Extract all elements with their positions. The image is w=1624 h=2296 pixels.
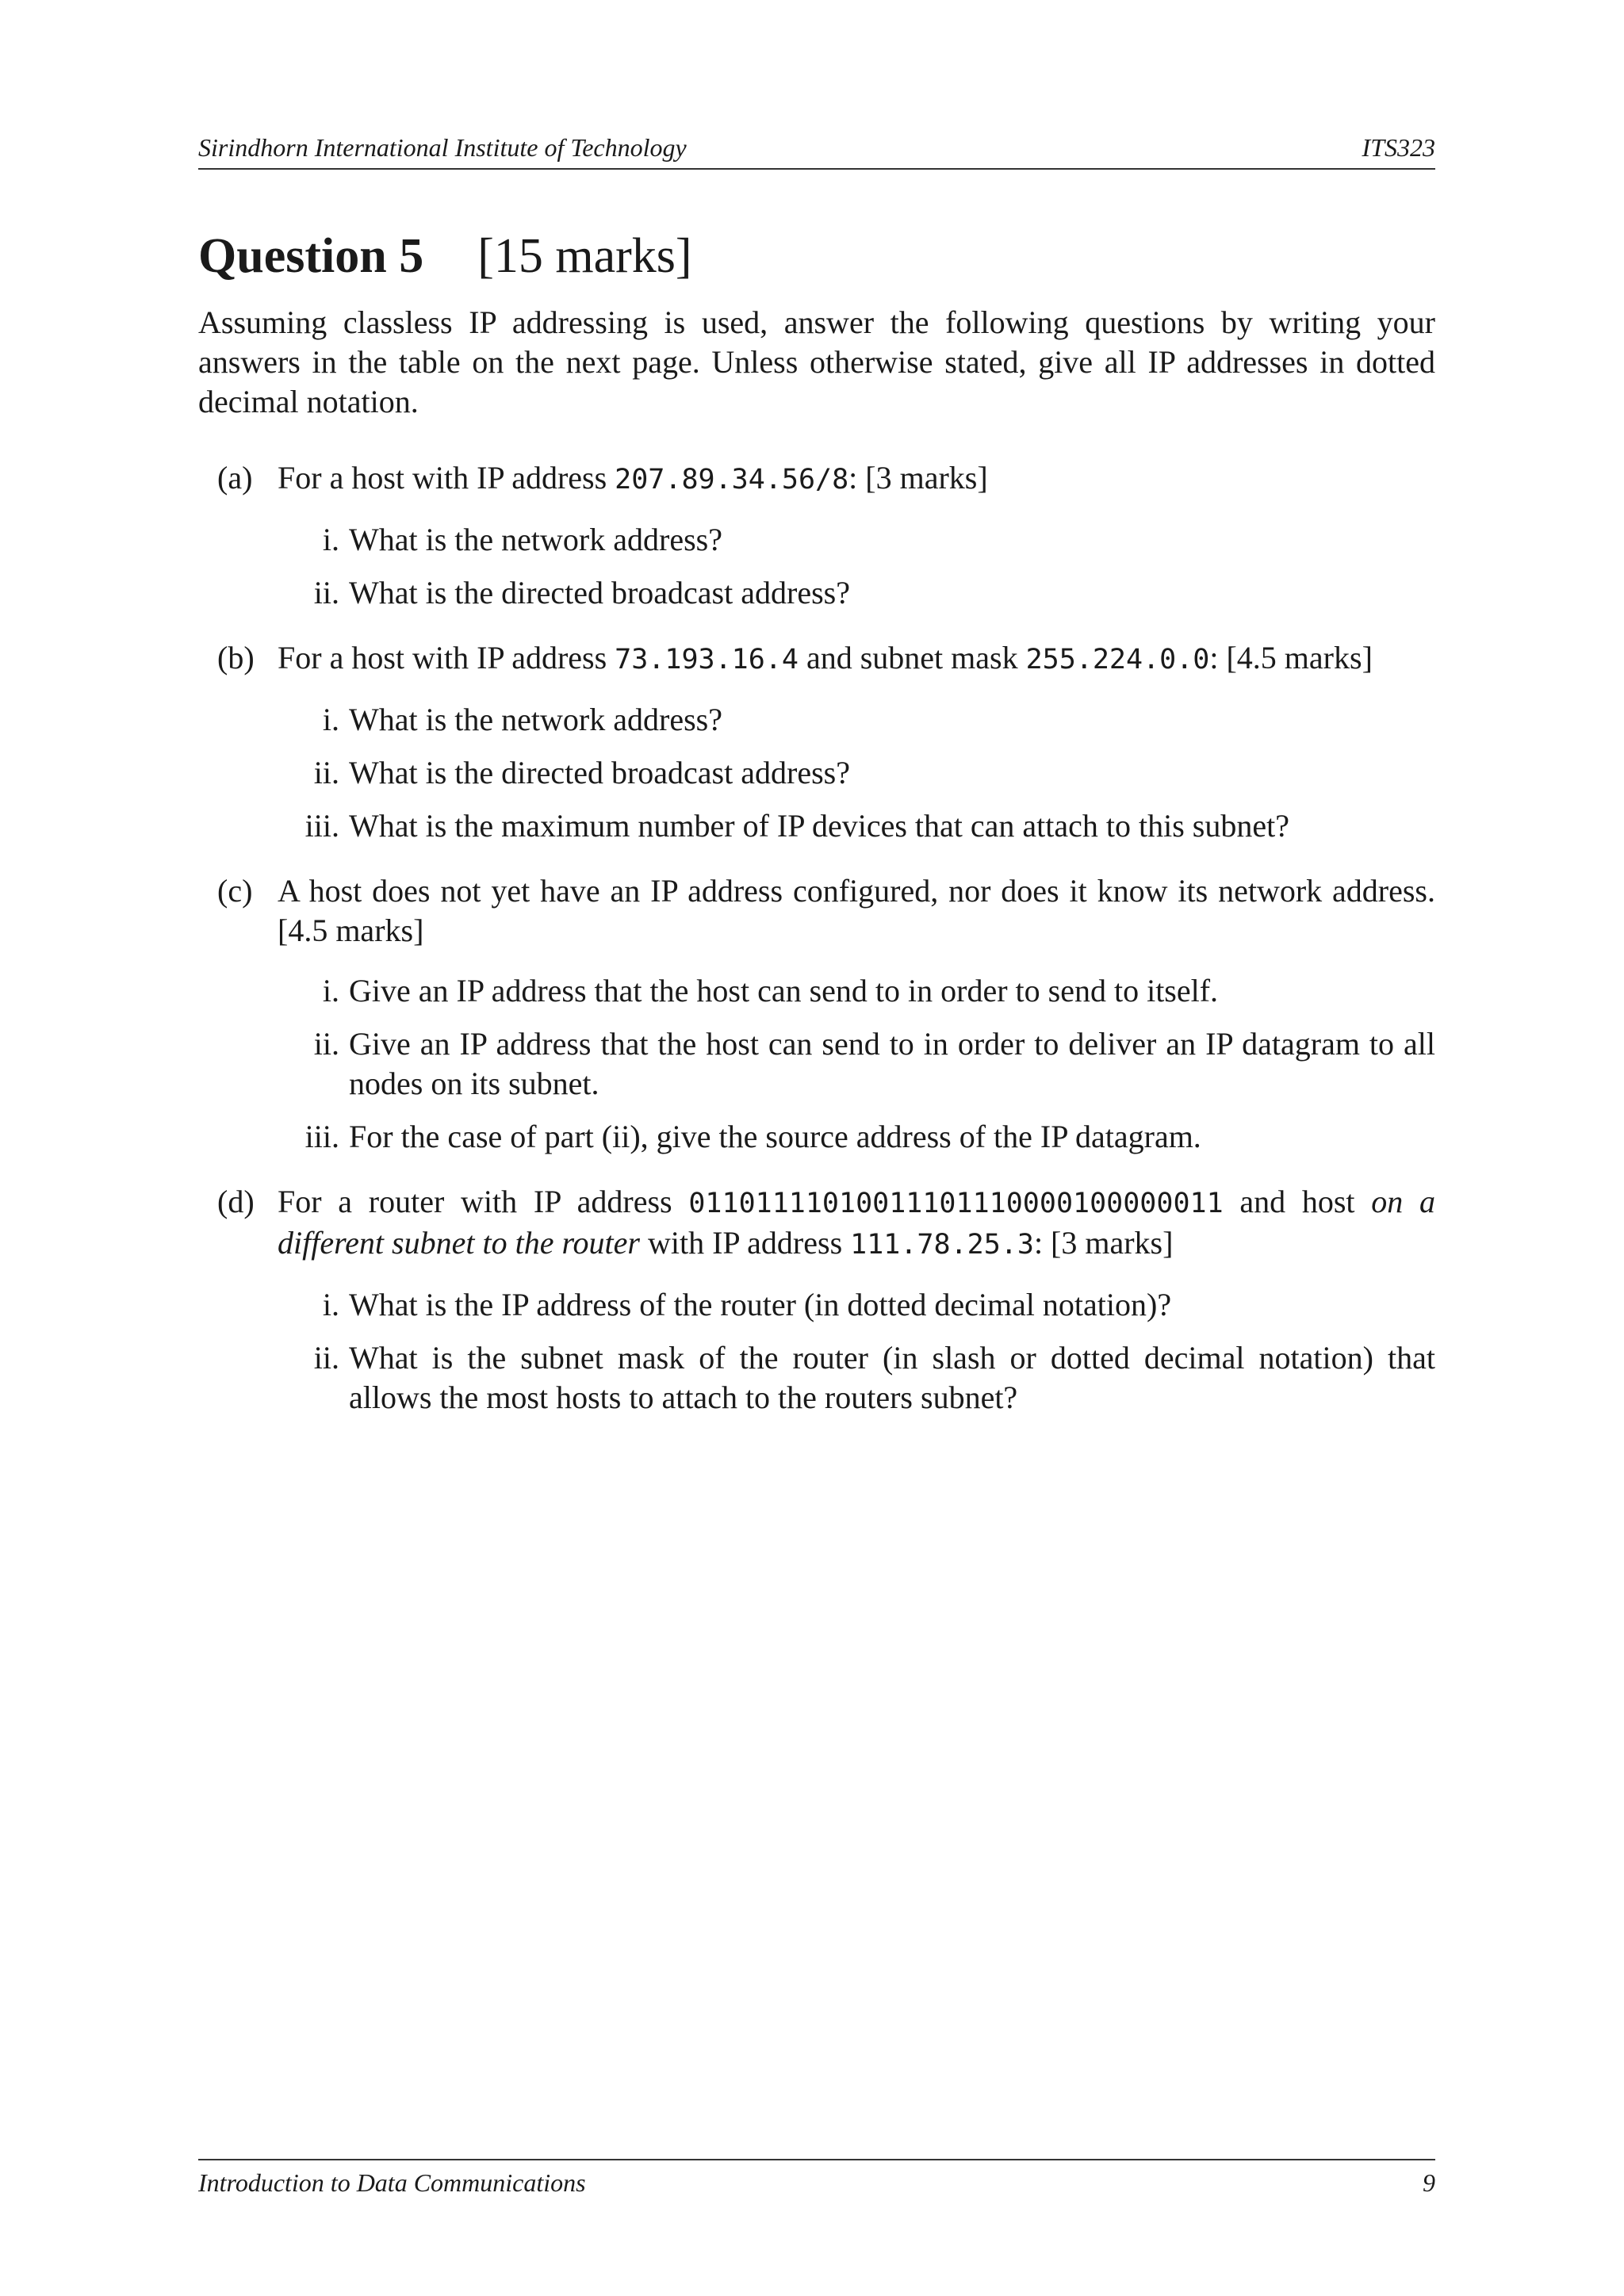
page-header	[198, 133, 1435, 170]
sub-label: i.	[322, 973, 339, 1008]
part-b-text: For a host with IP address	[278, 640, 615, 675]
page-footer	[198, 2159, 1435, 2198]
part-d-text-3: with IP address	[639, 1225, 851, 1261]
part-a-label: (a)	[217, 460, 253, 496]
part-b-sub-i	[198, 700, 1435, 740]
part-d	[198, 1182, 1435, 1265]
sub-text: What is the directed broadcast address?	[349, 755, 850, 790]
question-content	[198, 220, 1435, 1418]
sub-text: What is the directed broadcast address?	[349, 575, 850, 610]
part-a-sub-ii	[198, 573, 1435, 613]
part-d-label: (d)	[217, 1184, 255, 1219]
part-a-sub-i	[198, 520, 1435, 560]
header-institution: Sirindhorn International Institute of Technology	[198, 133, 687, 162]
part-c	[198, 871, 1435, 951]
part-b-ip: 73.193.16.4	[615, 644, 799, 675]
part-b-marks: : [4.5 marks]	[1209, 640, 1373, 675]
sub-label: ii.	[313, 1026, 339, 1062]
question-heading	[198, 220, 1435, 292]
part-c-text: A host does not yet have an IP address configured, nor does it know its network address. [4.5 marks]	[278, 873, 1435, 948]
part-d-router-ip-binary: 01101111010011101110000100000011	[688, 1188, 1224, 1219]
part-b	[198, 638, 1435, 679]
sub-label: ii.	[313, 575, 339, 610]
part-a-marks: : [3 marks]	[848, 460, 988, 496]
sub-text: What is the subnet mask of the router (in slash or dotted decimal notation) that allows the most hosts to attach to the routers subnet?	[349, 1340, 1435, 1415]
part-d-marks: : [3 marks]	[1033, 1225, 1174, 1261]
footer-course-title: Introduction to Data Communications	[198, 2168, 586, 2197]
part-d-host-ip: 111.78.25.3	[850, 1229, 1034, 1261]
sub-label: iii.	[304, 808, 339, 844]
part-b-label: (b)	[217, 640, 255, 675]
part-c-sub-iii	[198, 1117, 1435, 1157]
part-d-text: For a router with IP address	[278, 1184, 689, 1219]
part-a	[198, 458, 1435, 499]
part-b-mask: 255.224.0.0	[1025, 644, 1210, 675]
sub-label: i.	[322, 1287, 339, 1322]
question-intro: Assuming classless IP addressing is used, answer the following questions by writing your answers in the table on the next page. Unless otherwise stated, give all IP addresses in dotted decimal notation.	[198, 304, 1435, 419]
sub-label: iii.	[304, 1119, 339, 1154]
question-title: Question 5	[198, 229, 424, 283]
sub-text: What is the maximum number of IP devices that can attach to this subnet?	[349, 808, 1289, 844]
sub-label: ii.	[313, 755, 339, 790]
page-number: 9	[1423, 2168, 1435, 2197]
question-marks: [15 marks]	[477, 229, 692, 283]
part-a-ip: 207.89.34.56/8	[615, 464, 849, 496]
sub-text: For the case of part (ii), give the source address of the IP datagram.	[349, 1119, 1201, 1154]
header-course-code: ITS323	[1362, 133, 1435, 162]
part-b-text-2: and subnet mask	[798, 640, 1026, 675]
part-b-sub-iii	[198, 806, 1435, 846]
sub-text: What is the network address?	[349, 522, 722, 557]
part-d-text-2: and host	[1223, 1184, 1372, 1219]
part-a-text: For a host with IP address	[278, 460, 615, 496]
sub-text: What is the IP address of the router (in dotted decimal notation)?	[349, 1287, 1172, 1322]
sub-label: ii.	[313, 1340, 339, 1376]
part-c-sub-i	[198, 971, 1435, 1011]
sub-text: What is the network address?	[349, 702, 722, 737]
part-b-sub-ii	[198, 753, 1435, 793]
sub-text: Give an IP address that the host can send to in order to send to itself.	[349, 973, 1219, 1008]
sub-label: i.	[322, 522, 339, 557]
part-c-label: (c)	[217, 873, 253, 909]
sub-label: i.	[322, 702, 339, 737]
part-d-sub-ii	[198, 1338, 1435, 1418]
part-c-sub-ii	[198, 1024, 1435, 1104]
sub-text: Give an IP address that the host can send to in order to deliver an IP datagram to all nodes on its subnet.	[349, 1026, 1435, 1101]
part-d-emphasis: on a different subnet to the router	[278, 1184, 1436, 1261]
part-d-sub-i	[198, 1285, 1435, 1325]
